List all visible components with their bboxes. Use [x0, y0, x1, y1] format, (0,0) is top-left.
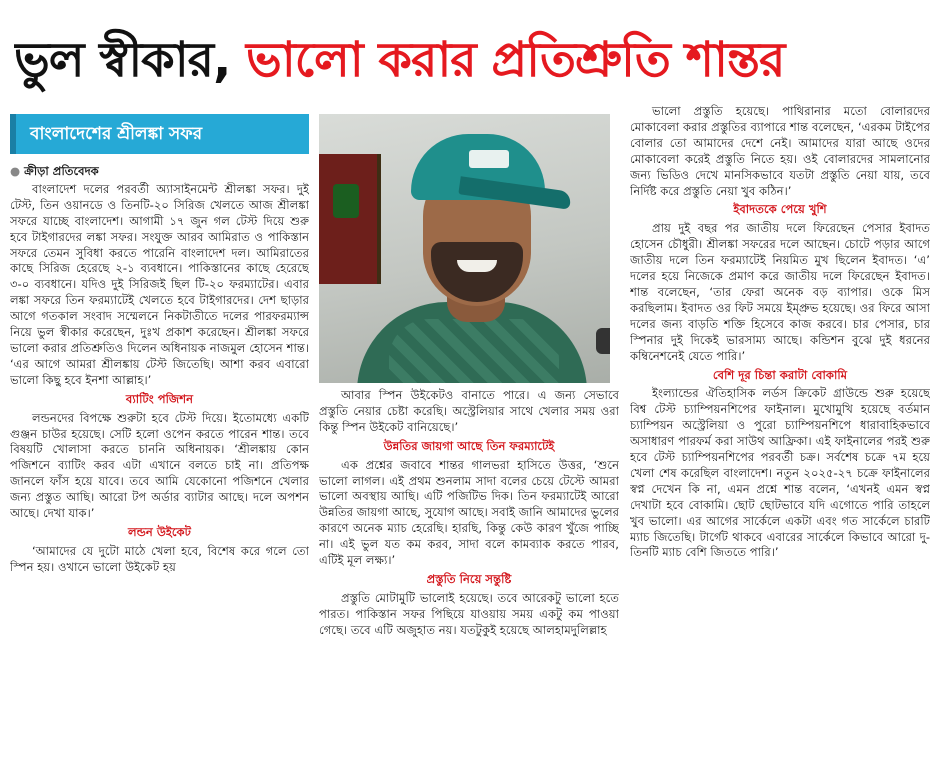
photo-board-logo: [333, 184, 359, 218]
section-banner: বাংলাদেশের শ্রীলঙ্কা সফর: [10, 114, 309, 154]
subheading: প্রস্তুতি নিয়ে সন্তুষ্টি: [426, 571, 512, 586]
paragraph: আবার স্পিন উইকেটও বানাতে পারে। এ জন্য সেভাবে প্রস্তুতি নেয়ার চেষ্টা করেছি। অস্ট্রেলিয়ার সাথে খেলার সময় ওরা কিন্তু স্পিন উইকেট বানিয়েছে।’: [319, 388, 619, 434]
column-right: [630, 104, 930, 758]
headline-part-red: ভালো করার প্রতিশ্রুতি শান্তর: [230, 32, 785, 88]
subheading: উন্নতির জায়গা আছে তিন ফরম্যাটেই: [383, 438, 555, 453]
bullet-icon: ●: [10, 164, 21, 178]
photo-smile: [457, 260, 497, 272]
paragraph: ভালো প্রস্তুতি হয়েছে। পাথিরানার মতো বোলারদের মোকাবেলা করার প্রস্তুতির ব্যাপারে শান্ত বলেছেন, ‘এরকম টাইপের বোলার তো আমাদের দেশে নেই। আমাদের যারা আছে ওদের মোকাবেলা করেই প্রস্তুতি নিতে হয়। ওই বোলারদের সামলানোর জন্য ভিডিও দেখে মানসিকভাবে যতটা প্রস্তুতি নেয়া যায়, তবে নির্দিষ্ট করে প্রস্তুতি নেয়া খুব কঠিন।’: [630, 104, 930, 198]
column-middle: [319, 388, 619, 758]
paragraph: ‘আমাদের যে দুটো মাঠে খেলা হবে, বিশেষ করে গলে তো স্পিন হয়। ওখানে ভালো উইকেট হয়: [10, 543, 309, 574]
photo-background-board: [319, 154, 381, 284]
column-left: [10, 104, 309, 758]
subheading: লন্ডন উইকেট: [127, 524, 191, 539]
paragraph: প্রস্তুতি মোটামুটি ভালোই হয়েছে। তবে আরেকটু ভালো হতে পারত। পাকিস্তান সফর পিছিয়ে যাওয়ায় সময় একটু কম পাওয়া গেছে। তবে এটি অজুহাত নয়। যতটুকুই হয়েছে আলহামদুলিল্লাহ: [319, 590, 619, 637]
reporter-name: ক্রীড়া প্রতিবেদক: [24, 164, 99, 178]
subheading: ব্যাটিং পজিশন: [125, 391, 194, 406]
paragraph: লন্ডনদের বিপক্ষে শুরুটা হবে টেস্ট দিয়ে। ইতোমধ্যে একটি গুঞ্জন চাউর হয়েছে। সেটি হলো ওপেন করতে পারেন শান্ত। তবে বিষয়টি খোলাসা করতে চাননি অধিনায়ক। ‘শ্রীলঙ্কায় কোন পজিশনে ব্যাটিং করব এটা এখানে বলতে চাই না। প্রতিপক্ষ জানলে ফাঁস হয়ে যাবে। তবে আমি যেকোনো পজিশনে খেলার জন্য প্রস্তুত আছি। আরো টপ অর্ডার ব্যাটার আছে। দলে অপশন আছে। দেখা যাক।’: [10, 410, 309, 521]
paragraph: বাংলাদেশ দলের পরবর্তী অ্যাসাইনমেন্ট শ্রীলঙ্কা সফর। দুই টেস্ট, তিন ওয়ানডে ও তিনটি-২০ সিরিজ খেলতে আজ শ্রীলঙ্কা সফরে যাচ্ছে বাংলাদেশ। আগামী ১৭ জুন গল টেস্ট দিয়ে শুরু হবে টাইগারদের লঙ্কা সফর। সংযুক্ত আরব আমিরাত ও পাকিস্তান সফরে তেমন সুবিধা করতে পারেনি বাংলাদেশ দল। আমিরাতের কাছে সিরিজ হেরেছে ২-১ ব্যবধানে। পাকিস্তানের কাছে হেরেছে ৩-০ ব্যবধানে। যদিও দুই সিরিজই ছিল টি-২০ ফরম্যাটের। এবার লঙ্কা সফরে তিন ফরম্যাটেই খেলতে হবে টাইগারদের। দেশ ছাড়ার আগে গতকাল সংবাদ সম্মেলনে নিকটাতীতে দলের পারফরম্যান্স নিয়ে ভুল স্বীকার করেছেন, দুঃখ প্রকাশ করেছেন। শ্রীলঙ্কা সফরে ভালো করার প্রতিশ্রুতিও দিলেন অধিনায়ক নাজমুল হোসেন শান্ত। ‘এর আগে আমরা শ্রীলঙ্কায় টেস্ট জিতেছি। আশা করব এবারো ভালো কিছু হবে ইনশা আল্লাহ।’: [10, 181, 309, 387]
paragraph: প্রায় দুই বছর পর জাতীয় দলে ফিরেছেন পেসার ইবাদত হোসেন চৌধুরী। শ্রীলঙ্কা সফরের দলে আছেন। চোটে পড়ার আগে জাতীয় দলে তিন ফরম্যাটেই নিয়মিত মুখ ছিলেন ইবাদত। ‘এ’ দলের হয়ে নিজেকে প্রমাণ করে জাতীয় দলে ফিরেছেন ইবাদত। শান্ত বলেছেন, ‘তার ফেরা অনেক বড় ব্যাপার। ওকে মিস করছিলাম। ইবাদত ওর ফিট সময়ে ইম্প্রুভ হয়েছে। ওর ফিরে আসা দলের জন্য বাড়তি শক্তি হিসেবে কাজ করবে। চার পেসার, চার স্পিনার দুই দিকেই ভারসাম্য আছে। কন্ডিশন বুঝে দুই ধরনের কম্বিনেশনেই যেতে পারি।’: [630, 221, 930, 363]
paragraph: ইংল্যান্ডের ঐতিহাসিক লর্ডস ক্রিকেট গ্রাউন্ডে শুরু হয়েছে বিশ্ব টেস্ট চ্যাম্পিয়নশিপের ফাইনাল। মুখোমুখি হয়েছে বর্তমান চ্যাম্পিয়ন অস্ট্রেলিয়া ও পুরো চ্যাম্পিয়নশিপে ধারাবাহিকভাবে অসাধারণ পারফর্ম করা সাউথ আফ্রিকা। এই ফাইনালের পরই শুরু হবে টেস্ট চ্যাম্পিয়নশিপের পরবর্তী চক্র। সর্বশেষ চক্রে ৭ম হয়ে খেলা শেষ করেছিল বাংলাদেশ। নতুন ২০২৫-২৭ চক্রে ফাইনালের স্বপ্ন দেখেন কি না, এমন প্রশ্নে শান্ত বলেন, ‘এখনই এমন স্বপ্ন দেখাটা হবে বোকামি। ছোট ছোটভাবে যদি এগোতে পারি তাহলে খুব ভালো। এর আগের সার্কেলে একটা এবং গত সার্কেলে চারটি ম্যাচ জিতেছি। টার্গেট থাকবে এবারের সার্কেলে কিভাবে আরো দু-তিনটি ম্যাচ বেশি জিততে পারি।’: [630, 386, 930, 560]
subheading: ইবাদতকে পেয়ে খুশি: [733, 202, 827, 217]
photo-microphone: [596, 328, 610, 354]
headline-part-black: ভুল স্বীকার,: [14, 32, 231, 88]
paragraph: এক প্রশ্নের জবাবে শান্তর গালভরা হাসিতে উত্তর, ‘শুনে ভালো লাগল। এই প্রথম শুনলাম সাদা বলের চেয়ে টেস্টে আমরা ভালো অবস্থায় আছি। এটি পজিটিভ দিক। তিন ফরম্যাটেই আরো উন্নতির জায়গা আছে, সুযোগ আছে। সবাই জানি আমাদের ভুলের কারণে অনেক ম্যাচ হেরেছি। হারছি, কিন্তু কেউ কারণ খুঁজে পাচ্ছি না। এই ভুল যত কম করব, সাদা বলে কামব্যাক করতে পারব, এটিই মূল লক্ষ্য।’: [319, 457, 619, 568]
photo-cap-logo: [469, 150, 509, 168]
player-photo: [319, 114, 610, 383]
article-body: [0, 104, 937, 758]
reporter-line: [10, 164, 309, 180]
subheading: বেশি দূর চিন্তা করাটা বোকামি: [712, 367, 848, 382]
headline: [14, 20, 924, 100]
photo-jersey-pattern: [389, 319, 559, 383]
